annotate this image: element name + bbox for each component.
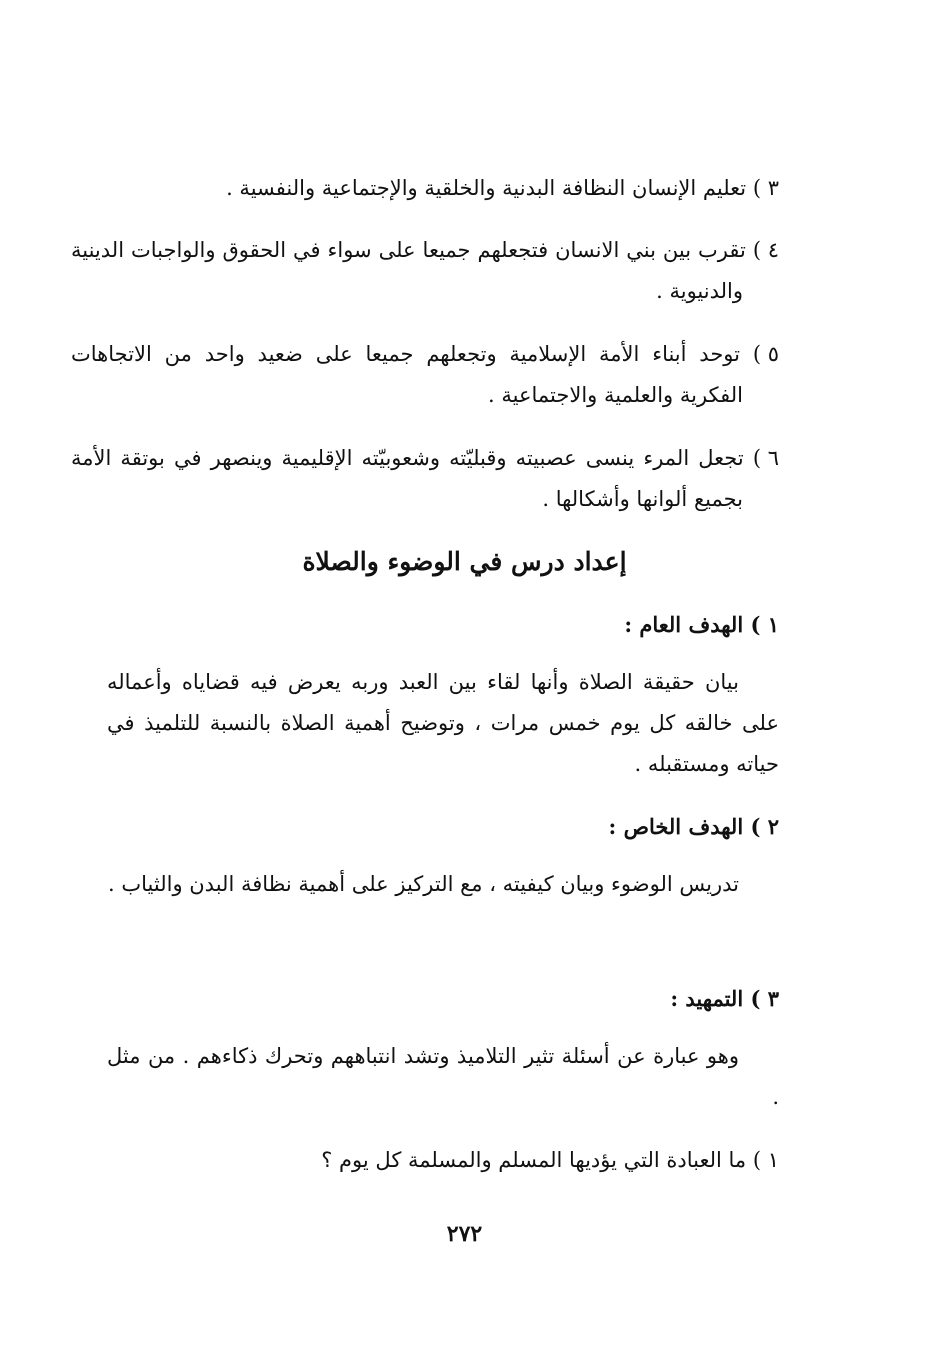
- list-item-5: [71, 334, 779, 416]
- section-heading: إعداد درس في الوضوء والصلاة: [302, 547, 627, 576]
- list-item-number: ٣ ): [752, 176, 779, 200]
- list-item-text: توحد أبناء الأمة الإسلامية وتجعلهم جميعا على ضعيد واحد من الاتجاهات الفكرية والعلمية والاجتماعية .: [71, 342, 743, 407]
- list-item-text: تعليم الإنسان النظافة البدنية والخلقية والإجتماعية والنفسية .: [226, 176, 747, 200]
- list-item-text: تجعل المرء ينسى عصبيته وقبليّته وشعوبيّته الإقليمية وينصهر في بوتقة الأمة بجميع ألوانها وأشكالها .: [71, 446, 744, 511]
- list-item-4: [71, 230, 779, 312]
- list-item-3: [71, 168, 779, 209]
- list-item-number: ٤ ): [752, 238, 779, 262]
- question-item-1: [71, 1140, 779, 1181]
- specific-goal-text: تدريس الوضوء وبيان كيفيته ، مع التركيز على أهمية نظافة البدن والثياب .: [108, 872, 739, 896]
- list-item-number: ٥ ): [752, 342, 779, 366]
- specific-goal-title: ٢ ) الهدف الخاص :: [608, 814, 779, 839]
- general-goal-title: ١ ) الهدف العام :: [624, 612, 779, 637]
- question-text: ما العبادة التي يؤديها المسلم والمسلمة كل يوم ؟: [321, 1148, 747, 1172]
- introduction-text: وهو عبارة عن أسئلة تثير التلاميذ وتشد انتباههم وتحرك ذكاءهم . من مثل .: [107, 1044, 779, 1109]
- question-number: ١ ): [752, 1148, 779, 1172]
- list-item-number: ٦ ): [752, 446, 779, 470]
- page-number: ٢٧٢: [446, 1221, 483, 1247]
- general-goal-text: بيان حقيقة الصلاة وأنها لقاء بين العبد وربه يعرض فيه قضاياه وأعماله على خالقه كل يوم خمس مرات ، وتوضيح أهمية الصلاة بالنسبة للتلميذ في حياته ومستقبله .: [107, 670, 779, 776]
- list-item-text: تقرب بين بني الانسان فتجعلهم جميعا على سواء في الحقوق والواجبات الدينية والدنيوية .: [71, 238, 746, 303]
- list-item-6: [71, 438, 779, 520]
- introduction-title: ٣ ) التمهيد :: [670, 986, 779, 1011]
